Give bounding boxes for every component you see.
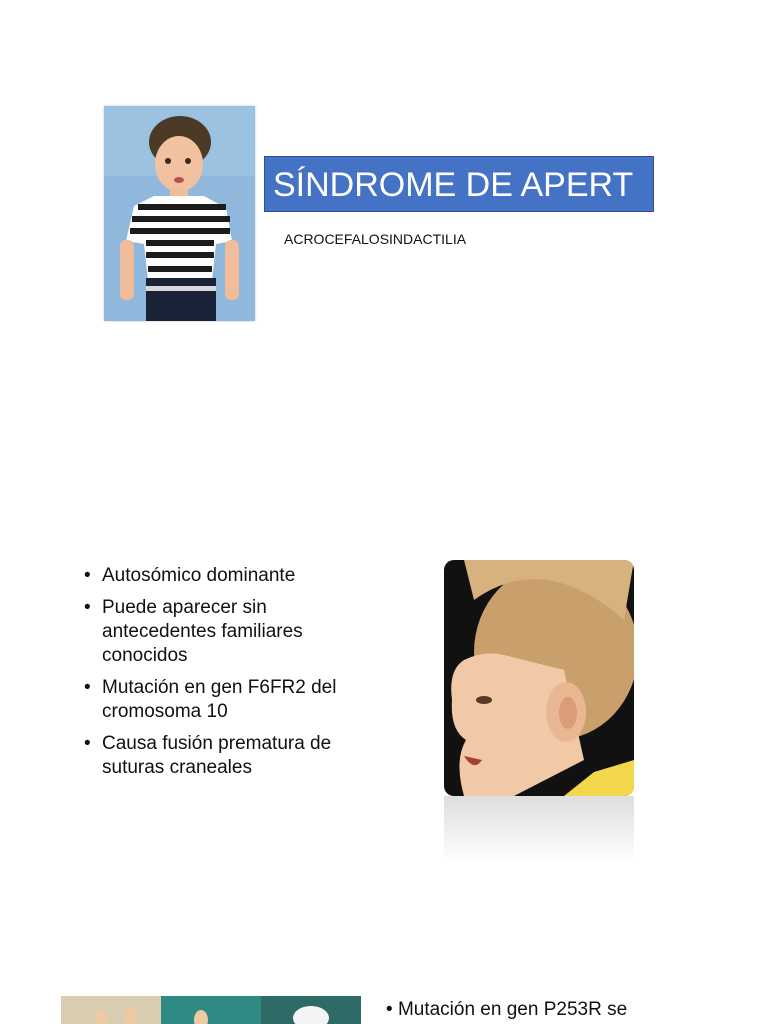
list-item: • Puede aparecer sin antecedentes familiares conocidos — [84, 596, 384, 668]
list-item: • Mutación en gen F6FR2 del cromosoma 10 — [84, 676, 384, 724]
child-standing-photo — [104, 106, 255, 321]
hands-syndactyly-photo — [61, 996, 361, 1024]
photo-reflection — [444, 796, 634, 862]
bullet-icon: • — [386, 999, 398, 1020]
slide-title: SÍNDROME DE APERT — [264, 156, 654, 212]
bullet-list — [84, 564, 384, 788]
child-profile-photo — [444, 560, 634, 796]
list-item: • Causa fusión prematura de suturas craneales — [84, 732, 384, 780]
list-item — [386, 998, 627, 1022]
slide-subtitle: ACROCEFALOSINDACTILIA — [284, 231, 467, 247]
list-item: • Autosómico dominante — [84, 564, 384, 588]
bullet-text: Mutación en gen P253R se — [397, 999, 628, 1020]
